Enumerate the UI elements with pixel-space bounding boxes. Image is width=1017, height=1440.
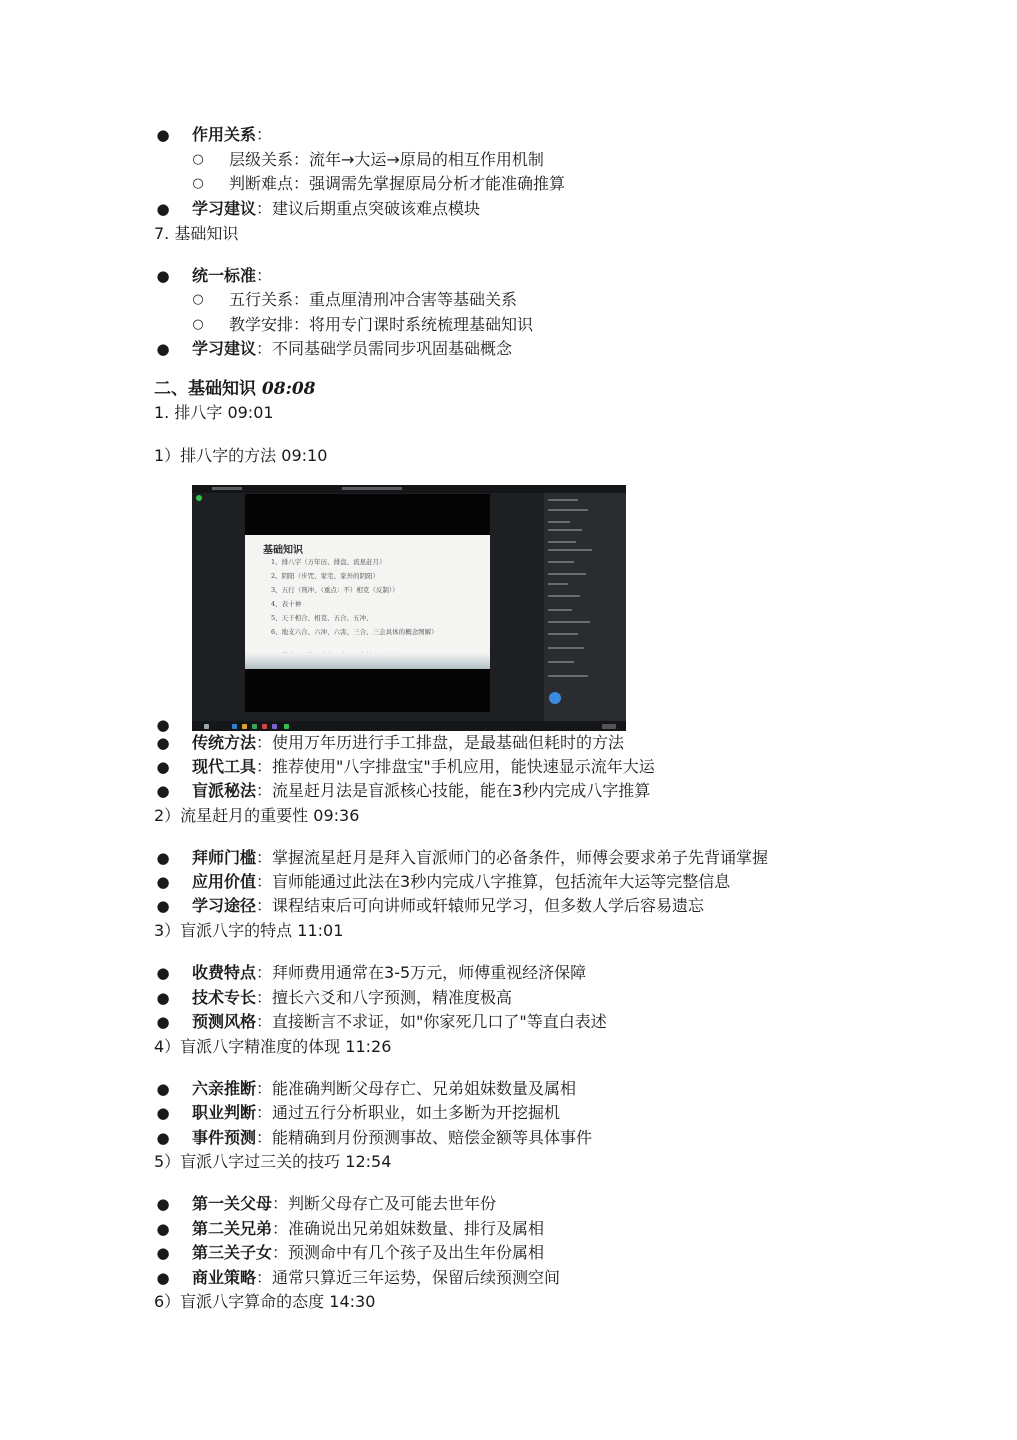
sub-list-item: 五行关系：重点厘清刑冲合害等基础关系	[229, 290, 518, 309]
title-placeholder	[342, 487, 402, 490]
chat-line	[548, 561, 574, 563]
list-item: 六亲推断：能准确判断父母存亡、兄弟姐妹数量及属相	[192, 1079, 577, 1098]
slide-line: 2、阴阳（步咒、家宅、家外的阴阳）	[271, 572, 380, 580]
bullet-icon: ●	[156, 782, 170, 800]
sub-list-item: 教学安排：将用专门课时系统梳理基础知识	[229, 315, 534, 334]
chat-line	[548, 633, 578, 635]
list-item: 作用关系：	[192, 125, 273, 144]
bullet-icon: ●	[156, 1129, 170, 1147]
bullet-icon: ●	[156, 1220, 170, 1238]
taskbar-app-icon	[232, 724, 237, 729]
list-item: 学习建议：不同基础学员需同步巩固基础概念	[192, 339, 513, 358]
list-item: 现代工具：推荐使用"八字排盘宝"手机应用，能快速显示流年大运	[192, 757, 655, 776]
paragraph: 5）盲派八字过三关的技巧 12:54	[154, 1152, 392, 1171]
bullet-icon: ●	[156, 340, 170, 358]
chat-line	[548, 583, 568, 585]
chat-panel	[544, 493, 626, 723]
slide-line: 4、表十神	[271, 600, 302, 608]
sub-bullet-icon: ○	[192, 176, 204, 191]
chat-line	[548, 541, 576, 543]
list-item: 技术专长：擅长六爻和八字预测，精准度极高	[192, 988, 513, 1007]
paragraph: 6）盲派八字算命的态度 14:30	[154, 1292, 376, 1311]
chat-line	[548, 621, 590, 623]
bullet-icon: ●	[156, 849, 170, 867]
bullet-icon: ●	[156, 734, 170, 752]
chat-line	[548, 521, 570, 523]
sub-bullet-icon: ○	[192, 292, 204, 307]
list-item: 第二关兄弟：准确说出兄弟姐妹数量、排行及属相	[192, 1219, 545, 1238]
bullet-icon: ●	[156, 126, 170, 144]
list-item: 收费特点：拜师费用通常在3-5万元，师傅重视经济保障	[192, 963, 587, 982]
paragraph: 2）流星赶月的重要性 09:36	[154, 806, 360, 825]
sub-list-item: 层级关系：流年→大运→原局的相互作用机制	[229, 150, 544, 169]
chat-line	[548, 529, 582, 531]
window-titlebar	[192, 485, 626, 493]
paragraph: 1）排八字的方法 09:10	[154, 446, 328, 465]
start-icon	[204, 724, 209, 729]
chat-line	[548, 609, 572, 611]
sub-list-item: 判断难点：强调需先掌握原局分析才能准确推算	[229, 174, 566, 193]
slide-line: 1、排八字（万年历、排盘、流星赶月）	[271, 558, 386, 566]
taskbar-app-icon	[262, 724, 267, 729]
sub-bullet-icon: ○	[192, 317, 204, 332]
clock-icon	[602, 724, 616, 729]
paragraph: 7. 基础知识	[154, 224, 239, 243]
bullet-icon: ●	[156, 1195, 170, 1213]
chat-line	[548, 595, 580, 597]
list-item: 商业策略：通常只算近三年运势，保留后续预测空间	[192, 1268, 561, 1287]
slide-line: 6、地支六合、六冲、六害、三合、三会具体的概念图解）	[271, 628, 438, 636]
bullet-icon: ●	[156, 200, 170, 218]
bullet-icon: ●	[156, 897, 170, 915]
bullet-icon: ●	[156, 1269, 170, 1287]
bullet-icon: ●	[156, 964, 170, 982]
list-item: 事件预测：能精确到月份预测事故、赔偿金额等具体事件	[192, 1128, 593, 1147]
chat-line	[548, 549, 592, 551]
paragraph: 1. 排八字 09:01	[154, 403, 274, 422]
bullet-icon: ●	[156, 758, 170, 776]
list-item: 应用价值：盲师能通过此法在3秒内完成八字推算，包括流年大运等完整信息	[192, 872, 731, 891]
slide-wave-decoration	[245, 653, 490, 669]
chat-line	[548, 661, 574, 663]
list-item: 预测风格：直接断言不求证，如"你家死几口了"等直白表述	[192, 1012, 607, 1031]
lecture-screenshot	[192, 485, 626, 731]
list-item: 统一标准：	[192, 266, 273, 285]
bullet-icon: ●	[156, 1080, 170, 1098]
bullet-icon: ●	[156, 716, 170, 734]
list-item: 盲派秘法：流星赶月法是盲派核心技能，能在3秒内完成八字推算	[192, 781, 651, 800]
bullet-icon: ●	[156, 1013, 170, 1031]
sub-bullet-icon: ○	[192, 152, 204, 167]
app-logo-icon	[196, 495, 202, 501]
taskbar-app-icon	[252, 724, 257, 729]
list-item: 传统方法：使用万年历进行手工排盘，是最基础但耗时的方法	[192, 733, 625, 752]
avatar	[549, 692, 561, 704]
bullet-icon: ●	[156, 1244, 170, 1262]
bullet-icon: ●	[156, 989, 170, 1007]
chat-line	[548, 647, 584, 649]
list-item: 学习途径：课程结束后可向讲师或轩辕师兄学习，但多数人学后容易遗忘	[192, 896, 705, 915]
slide-title: 基础知识	[263, 545, 303, 556]
title-placeholder	[212, 487, 242, 490]
bullet-icon: ●	[156, 873, 170, 891]
slide	[245, 535, 490, 669]
section-heading: 二、基础知识 08:08	[154, 379, 316, 399]
chat-line	[548, 509, 588, 511]
slide-line: 5、天干相合、相克、五合、五冲、	[271, 614, 373, 622]
taskbar	[192, 721, 626, 731]
paragraph: 3）盲派八字的特点 11:01	[154, 921, 344, 940]
chat-line	[548, 573, 586, 575]
taskbar-app-icon	[242, 724, 247, 729]
bullet-icon: ●	[156, 1104, 170, 1122]
chat-line	[548, 675, 588, 677]
slide-line: 3、五行（刑冲、（重点：不）相克（反制））	[271, 586, 399, 594]
list-item: 学习建议：建议后期重点突破该难点模块	[192, 199, 481, 218]
paragraph: 4）盲派八字精准度的体现 11:26	[154, 1037, 392, 1056]
chat-line	[548, 499, 578, 501]
list-item: 职业判断：通过五行分析职业，如土多断为开挖掘机	[192, 1103, 561, 1122]
taskbar-app-icon	[284, 724, 289, 729]
list-item: 第三关子女：预测命中有几个孩子及出生年份属相	[192, 1243, 545, 1262]
list-item: 第一关父母：判断父母存亡及可能去世年份	[192, 1194, 497, 1213]
list-item: 拜师门槛：掌握流星赶月是拜入盲派师门的必备条件，师傅会要求弟子先背诵掌握	[192, 848, 769, 867]
taskbar-app-icon	[272, 724, 277, 729]
bullet-icon: ●	[156, 267, 170, 285]
